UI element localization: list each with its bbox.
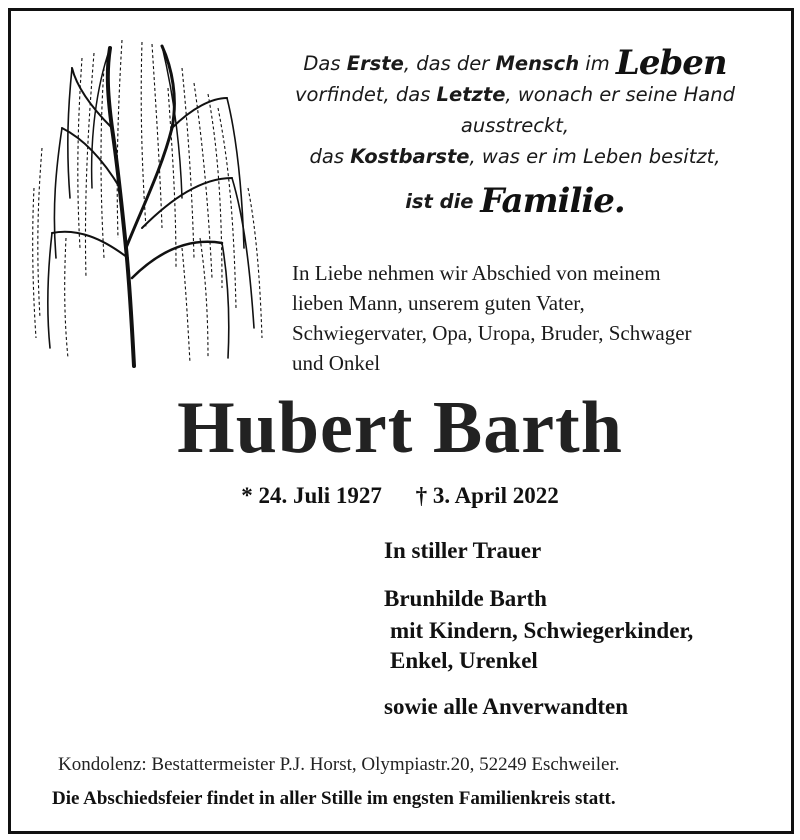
quote-script-word: Leben — [615, 43, 727, 83]
quote-line-3: ausstreckt, — [460, 114, 570, 137]
mourner-line: mit Kindern, Schwiegerkinder, — [390, 618, 694, 643]
quote-emphasis: Kostbarste — [350, 145, 470, 168]
quote-emphasis: ist die — [405, 190, 481, 213]
death-date: † 3. April 2022 — [415, 483, 559, 508]
quote-line-2 — [280, 79, 750, 110]
quote-block — [280, 43, 750, 221]
deceased-name: Hubert Barth — [177, 387, 623, 469]
quote-text: im — [579, 52, 616, 75]
quote-text: das — [309, 145, 351, 168]
quote-text: , wonach er seine Hand — [505, 83, 735, 106]
quote-script-word: Familie. — [480, 181, 625, 221]
weeping-willow-icon — [22, 28, 272, 368]
quote-emphasis: Letzte — [436, 83, 506, 106]
ceremony-note: Die Abschiedsfeier findet in aller Stille im engsten Familienkreis statt. — [52, 788, 616, 809]
farewell-intro — [292, 258, 772, 378]
life-dates — [0, 483, 800, 509]
quote-text: vorfindet, das — [295, 83, 437, 106]
mourner-line: sowie alle Anverwandten — [384, 694, 629, 719]
quote-text: , das der — [403, 52, 496, 75]
quote-line-5 — [280, 181, 750, 221]
quote-line-4 — [280, 141, 750, 172]
birth-date: * 24. Juli 1927 — [241, 483, 382, 508]
intro-line: Schwiegervater, Opa, Uropa, Bruder, Schwager — [292, 321, 692, 345]
condolence-note: Kondolenz: Bestattermeister P.J. Horst, Olympiastr.20, 52249 Eschweiler. — [58, 754, 620, 775]
mourning-heading: In stiller Trauer — [384, 538, 542, 563]
quote-line-1 — [280, 43, 750, 83]
intro-line: lieben Mann, unserem guten Vater, — [292, 291, 585, 315]
quote-text: Das — [303, 52, 347, 75]
quote-emphasis: Erste — [346, 52, 404, 75]
quote-text: , was er im Leben besitzt, — [469, 145, 721, 168]
intro-line: In Liebe nehmen wir Abschied von meinem — [292, 261, 661, 285]
quote-emphasis: Mensch — [495, 52, 580, 75]
intro-line: und Onkel — [292, 351, 381, 375]
mourner-name: Brunhilde Barth — [384, 586, 547, 611]
mourner-line: Enkel, Urenkel — [390, 648, 538, 673]
